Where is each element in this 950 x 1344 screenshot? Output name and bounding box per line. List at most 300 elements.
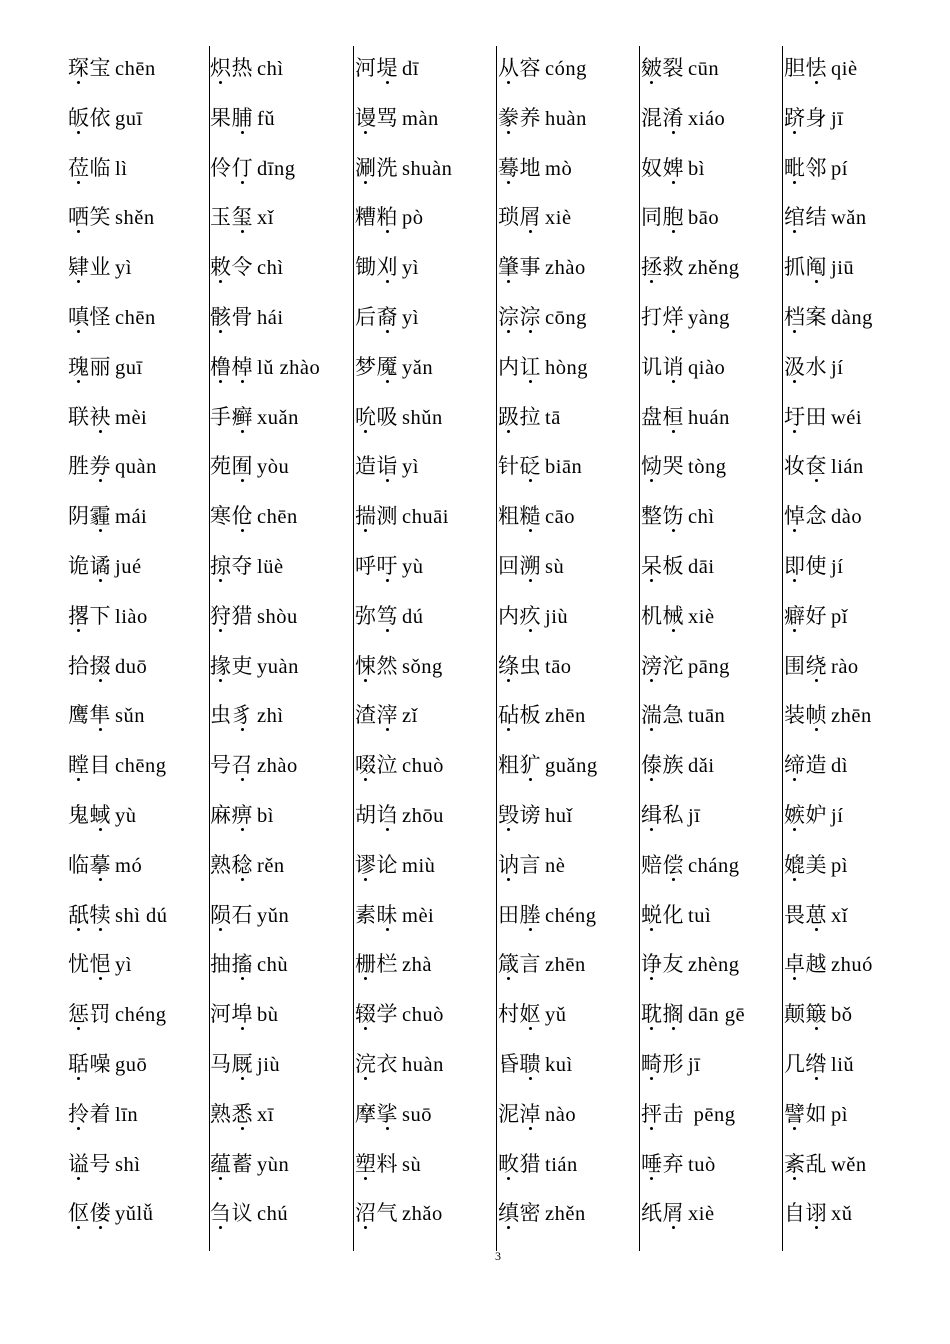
emphasis-dot bbox=[815, 679, 818, 682]
vocab-entry bbox=[355, 791, 444, 841]
vocab-word: 傣族 bbox=[641, 753, 684, 778]
emphasis-dot bbox=[507, 430, 510, 433]
emphasis-dot bbox=[77, 1177, 80, 1180]
vocab-entry bbox=[498, 492, 575, 542]
vocab-word: 呼吁 bbox=[355, 554, 398, 578]
vocab-word: 村妪 bbox=[498, 1002, 541, 1027]
vocab-word: 缔造 bbox=[784, 753, 827, 778]
emphasis-dot bbox=[529, 1077, 532, 1080]
emphasis-dot bbox=[672, 529, 675, 532]
vocab-entry bbox=[355, 94, 439, 144]
vocab-pinyin: jī bbox=[688, 1054, 701, 1076]
vocab-entry bbox=[355, 1090, 432, 1140]
vocab-word: 奴婢 bbox=[641, 155, 684, 180]
vocab-entry bbox=[68, 642, 147, 692]
vocab-pinyin: chì bbox=[257, 58, 284, 80]
vocab-word: 后裔 bbox=[355, 305, 398, 329]
vocab-entry bbox=[355, 442, 419, 492]
vocab-entry bbox=[68, 891, 168, 941]
vocab-pinyin: chù bbox=[257, 954, 289, 977]
vocab-pinyin: yì bbox=[402, 307, 419, 329]
emphasis-dot bbox=[364, 1177, 367, 1180]
vocab-word: 蕴蓄 bbox=[210, 1151, 253, 1176]
vocab-entry bbox=[498, 592, 568, 642]
vocab-entry bbox=[355, 1189, 443, 1239]
emphasis-dot bbox=[529, 629, 532, 632]
vocab-entry bbox=[641, 542, 715, 592]
vocab-word: 锄刈 bbox=[355, 255, 398, 280]
vocab-word: 圩田 bbox=[784, 404, 827, 429]
vocab-pinyin: nào bbox=[545, 1103, 577, 1126]
vocab-entry bbox=[210, 1040, 280, 1090]
vocab-word: 抨击 bbox=[641, 1101, 684, 1126]
vocab-pinyin: yuàn bbox=[257, 655, 299, 678]
vocab-pinyin: cōng bbox=[545, 307, 587, 329]
vocab-pinyin: zhēn bbox=[831, 705, 872, 728]
vocab-pinyin: shì bbox=[115, 1153, 141, 1176]
vocab-word: 拎着 bbox=[68, 1101, 111, 1126]
vocab-entry bbox=[498, 940, 586, 990]
vocab-entry bbox=[210, 592, 298, 642]
vocab-pinyin: huǐ bbox=[545, 805, 573, 827]
vocab-entry bbox=[210, 243, 284, 293]
vocab-pinyin: shuàn bbox=[402, 157, 453, 180]
vocab-pinyin: cháng bbox=[688, 854, 740, 877]
vocab-entry bbox=[355, 691, 418, 741]
vocab-pinyin: chéng bbox=[115, 1004, 167, 1027]
emphasis-dot bbox=[241, 1027, 244, 1030]
vocab-pinyin: sǒng bbox=[402, 655, 443, 678]
vocab-word: 纸屑 bbox=[641, 1201, 684, 1226]
emphasis-dot bbox=[529, 778, 532, 781]
vocab-entry bbox=[210, 1189, 288, 1239]
vocab-entry bbox=[641, 492, 715, 542]
vocab-entry bbox=[68, 94, 143, 144]
vocab-pinyin: liào bbox=[115, 605, 148, 628]
vocab-entry bbox=[210, 1090, 274, 1140]
vocab-entry bbox=[498, 791, 573, 841]
vocab-pinyin: zhēn bbox=[545, 705, 586, 728]
vocab-word: 熟稔 bbox=[210, 852, 253, 877]
vocab-entry bbox=[784, 1090, 848, 1140]
vocab-entry bbox=[210, 44, 284, 94]
emphasis-dot bbox=[672, 330, 675, 333]
vocab-entry bbox=[68, 492, 147, 542]
emphasis-dot bbox=[672, 1027, 675, 1030]
vocab-word: 皴裂 bbox=[641, 56, 684, 80]
vocab-word: 啜泣 bbox=[355, 753, 398, 778]
vocab-pinyin: yǔ bbox=[545, 1004, 567, 1027]
vocab-pinyin: yì bbox=[402, 257, 419, 280]
vocab-pinyin: līn bbox=[115, 1103, 139, 1126]
vocab-word: 素昧 bbox=[355, 902, 398, 927]
column-divider bbox=[353, 46, 354, 1251]
vocab-pinyin: chì bbox=[257, 257, 284, 280]
emphasis-dot bbox=[386, 1127, 389, 1130]
vocab-pinyin: yì bbox=[115, 257, 132, 280]
emphasis-dot bbox=[241, 1127, 244, 1130]
vocab-entry bbox=[68, 592, 148, 642]
vocab-pinyin: guī bbox=[115, 107, 143, 130]
vocab-entry bbox=[784, 990, 853, 1040]
vocab-entry bbox=[784, 492, 862, 542]
vocab-pinyin: rěn bbox=[257, 854, 285, 877]
vocab-word: 紊乱 bbox=[784, 1151, 827, 1176]
emphasis-dot bbox=[386, 380, 389, 383]
vocab-word: 回溯 bbox=[498, 554, 541, 578]
vocab-pinyin: zhào bbox=[545, 257, 586, 280]
vocab-pinyin: dān gē bbox=[688, 1004, 746, 1027]
vocab-pinyin: dǎi bbox=[688, 755, 715, 778]
emphasis-dot bbox=[241, 380, 244, 383]
vocab-entry bbox=[498, 891, 596, 941]
emphasis-dot bbox=[241, 828, 244, 831]
vocab-entry bbox=[498, 293, 587, 343]
emphasis-dot bbox=[815, 1077, 818, 1080]
vocab-entry bbox=[641, 791, 700, 841]
vocab-entry bbox=[641, 592, 715, 642]
vocab-word: 惩罚 bbox=[68, 1002, 111, 1027]
vocab-pinyin: tuì bbox=[688, 904, 712, 927]
emphasis-dot bbox=[99, 579, 102, 582]
emphasis-dot bbox=[672, 878, 675, 881]
vocab-pinyin: tāo bbox=[545, 655, 572, 678]
vocab-entry bbox=[498, 1090, 576, 1140]
vocab-entry bbox=[210, 940, 288, 990]
vocab-pinyin: zhào bbox=[257, 755, 298, 778]
emphasis-dot bbox=[77, 181, 80, 184]
emphasis-dot bbox=[672, 430, 675, 433]
vocab-pinyin: jué bbox=[115, 556, 142, 578]
vocab-pinyin: shì dú bbox=[115, 904, 168, 927]
vocab-word: 沼气 bbox=[355, 1201, 398, 1226]
vocab-word: 畏葸 bbox=[784, 902, 827, 927]
vocab-entry bbox=[784, 691, 872, 741]
vocab-pinyin: tuān bbox=[688, 705, 726, 728]
vocab-word: 趿拉 bbox=[498, 404, 541, 429]
vocab-word: 颠簸 bbox=[784, 1002, 827, 1027]
vocab-entry bbox=[210, 343, 320, 393]
vocab-entry bbox=[210, 492, 298, 542]
vocab-entry bbox=[355, 741, 444, 791]
vocab-entry bbox=[784, 442, 864, 492]
vocab-entry bbox=[641, 44, 719, 94]
vocab-pinyin: zhì bbox=[257, 705, 284, 728]
vocab-entry bbox=[355, 492, 449, 542]
vocab-word: 狩猎 bbox=[210, 603, 253, 628]
vocab-entry bbox=[498, 343, 588, 393]
vocab-pinyin: yù bbox=[115, 805, 137, 827]
vocab-pinyin: chéng bbox=[545, 904, 597, 927]
vocab-word: 田塍 bbox=[498, 902, 541, 927]
vocab-entry bbox=[498, 542, 564, 592]
vocab-word: 围绕 bbox=[784, 653, 827, 678]
vocab-word: 畋猎 bbox=[498, 1151, 541, 1176]
column-divider bbox=[782, 46, 783, 1251]
vocab-entry bbox=[498, 44, 587, 94]
vocab-word: 手癣 bbox=[210, 404, 253, 429]
vocab-entry bbox=[355, 1040, 444, 1090]
vocab-word: 梦魇 bbox=[355, 354, 398, 379]
vocab-word: 毁谤 bbox=[498, 803, 541, 827]
vocab-word: 拾掇 bbox=[68, 653, 111, 678]
vocab-pinyin: miù bbox=[402, 854, 436, 877]
vocab-entry bbox=[355, 193, 424, 243]
vocab-pinyin: wéi bbox=[831, 406, 863, 429]
vocab-pinyin: xiè bbox=[545, 207, 572, 230]
emphasis-dot bbox=[219, 1177, 222, 1180]
vocab-entry bbox=[68, 841, 142, 891]
vocab-word: 陨石 bbox=[210, 902, 253, 927]
vocab-word: 汲水 bbox=[784, 354, 827, 379]
emphasis-dot bbox=[241, 529, 244, 532]
emphasis-dot bbox=[99, 828, 102, 831]
vocab-word: 盘桓 bbox=[641, 404, 684, 429]
vocab-pinyin: yùn bbox=[257, 1153, 290, 1176]
column-divider bbox=[496, 46, 497, 1251]
vocab-pinyin: cāo bbox=[545, 506, 575, 529]
vocab-word: 耽搁 bbox=[641, 1002, 684, 1027]
vocab-pinyin: mèi bbox=[115, 406, 148, 429]
emphasis-dot bbox=[241, 430, 244, 433]
vocab-word: 聒噪 bbox=[68, 1052, 111, 1076]
vocab-entry bbox=[784, 841, 848, 891]
vocab-word: 哂笑 bbox=[68, 205, 111, 230]
vocab-entry bbox=[68, 243, 132, 293]
vocab-entry bbox=[784, 94, 843, 144]
vocab-pinyin: zhōu bbox=[402, 805, 444, 827]
vocab-word: 寒伧 bbox=[210, 504, 253, 529]
vocab-word: 河堤 bbox=[355, 56, 398, 80]
vocab-entry bbox=[641, 1090, 735, 1140]
vocab-entry bbox=[210, 1140, 289, 1190]
vocab-entry bbox=[784, 1040, 854, 1090]
vocab-pinyin: xǐ bbox=[257, 207, 274, 230]
vocab-entry bbox=[641, 891, 711, 941]
vocab-word: 谩骂 bbox=[355, 105, 398, 130]
vocab-entry bbox=[498, 691, 586, 741]
vocab-pinyin: bì bbox=[257, 805, 274, 827]
vocab-word: 自诩 bbox=[784, 1201, 827, 1226]
vocab-word: 砧板 bbox=[498, 703, 541, 728]
vocab-pinyin: lüè bbox=[257, 556, 284, 578]
vocab-pinyin: yǔn bbox=[257, 904, 290, 927]
vocab-entry bbox=[210, 193, 274, 243]
vocab-pinyin: zǐ bbox=[402, 705, 418, 728]
vocab-word: 弥笃 bbox=[355, 603, 398, 628]
vocab-pinyin: huán bbox=[688, 406, 730, 429]
vocab-word: 造诣 bbox=[355, 454, 398, 479]
emphasis-dot bbox=[793, 1177, 796, 1180]
vocab-pinyin: bāo bbox=[688, 207, 720, 230]
vocab-pinyin: tuò bbox=[688, 1153, 716, 1176]
emphasis-dot bbox=[672, 131, 675, 134]
vocab-entry bbox=[355, 243, 419, 293]
vocab-entry bbox=[784, 144, 848, 194]
vocab-pinyin: dì bbox=[831, 755, 848, 778]
vocab-entry bbox=[210, 741, 298, 791]
vocab-word: 临摹 bbox=[68, 852, 111, 877]
vocab-word: 嫉妒 bbox=[784, 803, 827, 827]
vocab-pinyin: guō bbox=[115, 1054, 148, 1076]
vocab-entry bbox=[641, 293, 730, 343]
vocab-word: 滂沱 bbox=[641, 653, 684, 678]
emphasis-dot bbox=[364, 181, 367, 184]
vocab-pinyin: mó bbox=[115, 854, 143, 877]
emphasis-dot bbox=[99, 928, 102, 931]
vocab-entry bbox=[355, 891, 434, 941]
vocab-entry bbox=[68, 144, 127, 194]
vocab-word: 涮洗 bbox=[355, 155, 398, 180]
vocab-word: 玉玺 bbox=[210, 205, 253, 230]
vocab-entry bbox=[355, 144, 452, 194]
vocab-entry bbox=[641, 442, 726, 492]
emphasis-dot bbox=[815, 81, 818, 84]
vocab-entry bbox=[355, 1140, 421, 1190]
vocab-word: 毗邻 bbox=[784, 155, 827, 180]
vocab-pinyin: xiè bbox=[688, 605, 715, 628]
vocab-word: 绾结 bbox=[784, 205, 827, 230]
vocab-word: 赔偿 bbox=[641, 852, 684, 877]
emphasis-dot bbox=[77, 928, 80, 931]
vocab-entry bbox=[355, 542, 424, 592]
vocab-word: 鬼蜮 bbox=[68, 803, 111, 827]
emphasis-dot bbox=[99, 679, 102, 682]
vocab-word: 嗔怪 bbox=[68, 305, 111, 329]
vocab-pinyin: wǎn bbox=[831, 207, 867, 230]
vocab-pinyin: dī bbox=[402, 58, 419, 80]
vocab-pinyin: xǐ bbox=[831, 904, 848, 927]
vocab-pinyin: chēn bbox=[115, 58, 156, 80]
vocab-word: 粗犷 bbox=[498, 753, 541, 778]
vocab-entry bbox=[68, 343, 143, 393]
vocab-pinyin: chuāi bbox=[402, 506, 449, 529]
vocab-word: 抽搐 bbox=[210, 952, 253, 977]
emphasis-dot bbox=[815, 280, 818, 283]
vocab-word: 豢养 bbox=[498, 105, 541, 130]
vocab-word: 昏聩 bbox=[498, 1052, 541, 1076]
vocab-entry bbox=[498, 642, 572, 692]
vocab-pinyin: dú bbox=[402, 605, 424, 628]
vocab-pinyin: yì bbox=[115, 954, 132, 977]
vocab-entry bbox=[784, 642, 859, 692]
vocab-pinyin: yǔlǚ bbox=[115, 1203, 154, 1226]
emphasis-dot bbox=[793, 181, 796, 184]
vocab-word: 鹰隼 bbox=[68, 703, 111, 728]
vocab-pinyin: guī bbox=[115, 356, 143, 379]
vocab-word: 联袂 bbox=[68, 404, 111, 429]
vocab-entry bbox=[641, 144, 705, 194]
vocab-word: 悼念 bbox=[784, 504, 827, 529]
vocab-word: 打烊 bbox=[641, 305, 684, 329]
vocab-pinyin: cóng bbox=[545, 58, 587, 80]
emphasis-dot bbox=[507, 679, 510, 682]
vocab-entry bbox=[210, 94, 275, 144]
vocab-word: 胆怯 bbox=[784, 56, 827, 80]
emphasis-dot bbox=[386, 280, 389, 283]
emphasis-dot bbox=[672, 181, 675, 184]
vocab-entry bbox=[355, 293, 419, 343]
vocab-word: 伶仃 bbox=[210, 155, 253, 180]
vocab-word: 装帧 bbox=[784, 703, 827, 728]
vocab-word: 塑料 bbox=[355, 1151, 398, 1176]
vocab-entry bbox=[68, 44, 156, 94]
vocab-word: 混淆 bbox=[641, 105, 684, 130]
vocab-entry bbox=[641, 1140, 716, 1190]
vocab-word: 号召 bbox=[210, 753, 253, 778]
vocab-word: 阴霾 bbox=[68, 504, 111, 529]
vocab-entry bbox=[68, 293, 156, 343]
vocab-word: 瑰丽 bbox=[68, 354, 111, 379]
vocab-pinyin: lì bbox=[115, 157, 128, 180]
vocab-entry bbox=[68, 393, 147, 443]
emphasis-dot bbox=[529, 380, 532, 383]
vocab-word: 档案 bbox=[784, 305, 827, 329]
vocab-word: 伛偻 bbox=[68, 1201, 111, 1226]
vocab-word: 摩挲 bbox=[355, 1101, 398, 1126]
vocab-word: 内讧 bbox=[498, 354, 541, 379]
emphasis-dot bbox=[529, 330, 532, 333]
vocab-word: 妆奁 bbox=[784, 454, 827, 479]
vocab-pinyin: quàn bbox=[115, 456, 157, 479]
vocab-pinyin: pì bbox=[831, 854, 848, 877]
emphasis-dot bbox=[507, 181, 510, 184]
vocab-word: 整饬 bbox=[641, 504, 684, 529]
vocab-entry bbox=[210, 642, 299, 692]
vocab-entry bbox=[641, 940, 739, 990]
vocab-word: 譬如 bbox=[784, 1101, 827, 1126]
vocab-entry bbox=[641, 1189, 715, 1239]
vocab-pinyin: bì bbox=[688, 157, 705, 180]
vocab-word: 浣衣 bbox=[355, 1052, 398, 1076]
vocab-word: 跻身 bbox=[784, 105, 827, 130]
vocab-entry bbox=[784, 542, 843, 592]
vocab-entry bbox=[355, 940, 432, 990]
vocab-entry bbox=[210, 293, 284, 343]
vocab-pinyin: màn bbox=[402, 107, 439, 130]
vocab-pinyin: chēn bbox=[115, 307, 156, 329]
vocab-word: 敕令 bbox=[210, 255, 253, 280]
vocab-word: 针砭 bbox=[498, 454, 541, 479]
vocab-word: 掾吏 bbox=[210, 653, 253, 678]
vocab-pinyin: pí bbox=[831, 157, 848, 180]
vocab-entry bbox=[210, 393, 299, 443]
vocab-pinyin: jiù bbox=[257, 1054, 281, 1076]
vocab-entry bbox=[498, 1189, 586, 1239]
vocab-pinyin: huàn bbox=[545, 107, 587, 130]
emphasis-dot bbox=[99, 529, 102, 532]
emphasis-dot bbox=[650, 928, 653, 931]
vocab-pinyin: tián bbox=[545, 1153, 578, 1176]
vocab-entry bbox=[210, 691, 284, 741]
vocab-word: 熟悉 bbox=[210, 1101, 253, 1126]
vocab-word: 舐犊 bbox=[68, 902, 111, 927]
vocab-entry bbox=[641, 741, 715, 791]
vocab-pinyin: cūn bbox=[688, 58, 720, 80]
vocab-word: 泥淖 bbox=[498, 1101, 541, 1126]
vocab-word: 淙淙 bbox=[498, 305, 541, 329]
vocab-entry bbox=[641, 94, 725, 144]
vocab-word: 瞠目 bbox=[68, 753, 111, 778]
vocab-entry bbox=[210, 791, 274, 841]
vocab-entry bbox=[784, 891, 848, 941]
emphasis-dot bbox=[386, 330, 389, 333]
vocab-pinyin: guǎng bbox=[545, 755, 598, 778]
vocab-entry bbox=[784, 193, 867, 243]
vocab-entry bbox=[784, 592, 848, 642]
emphasis-dot bbox=[241, 1077, 244, 1080]
vocab-entry bbox=[784, 1189, 853, 1239]
